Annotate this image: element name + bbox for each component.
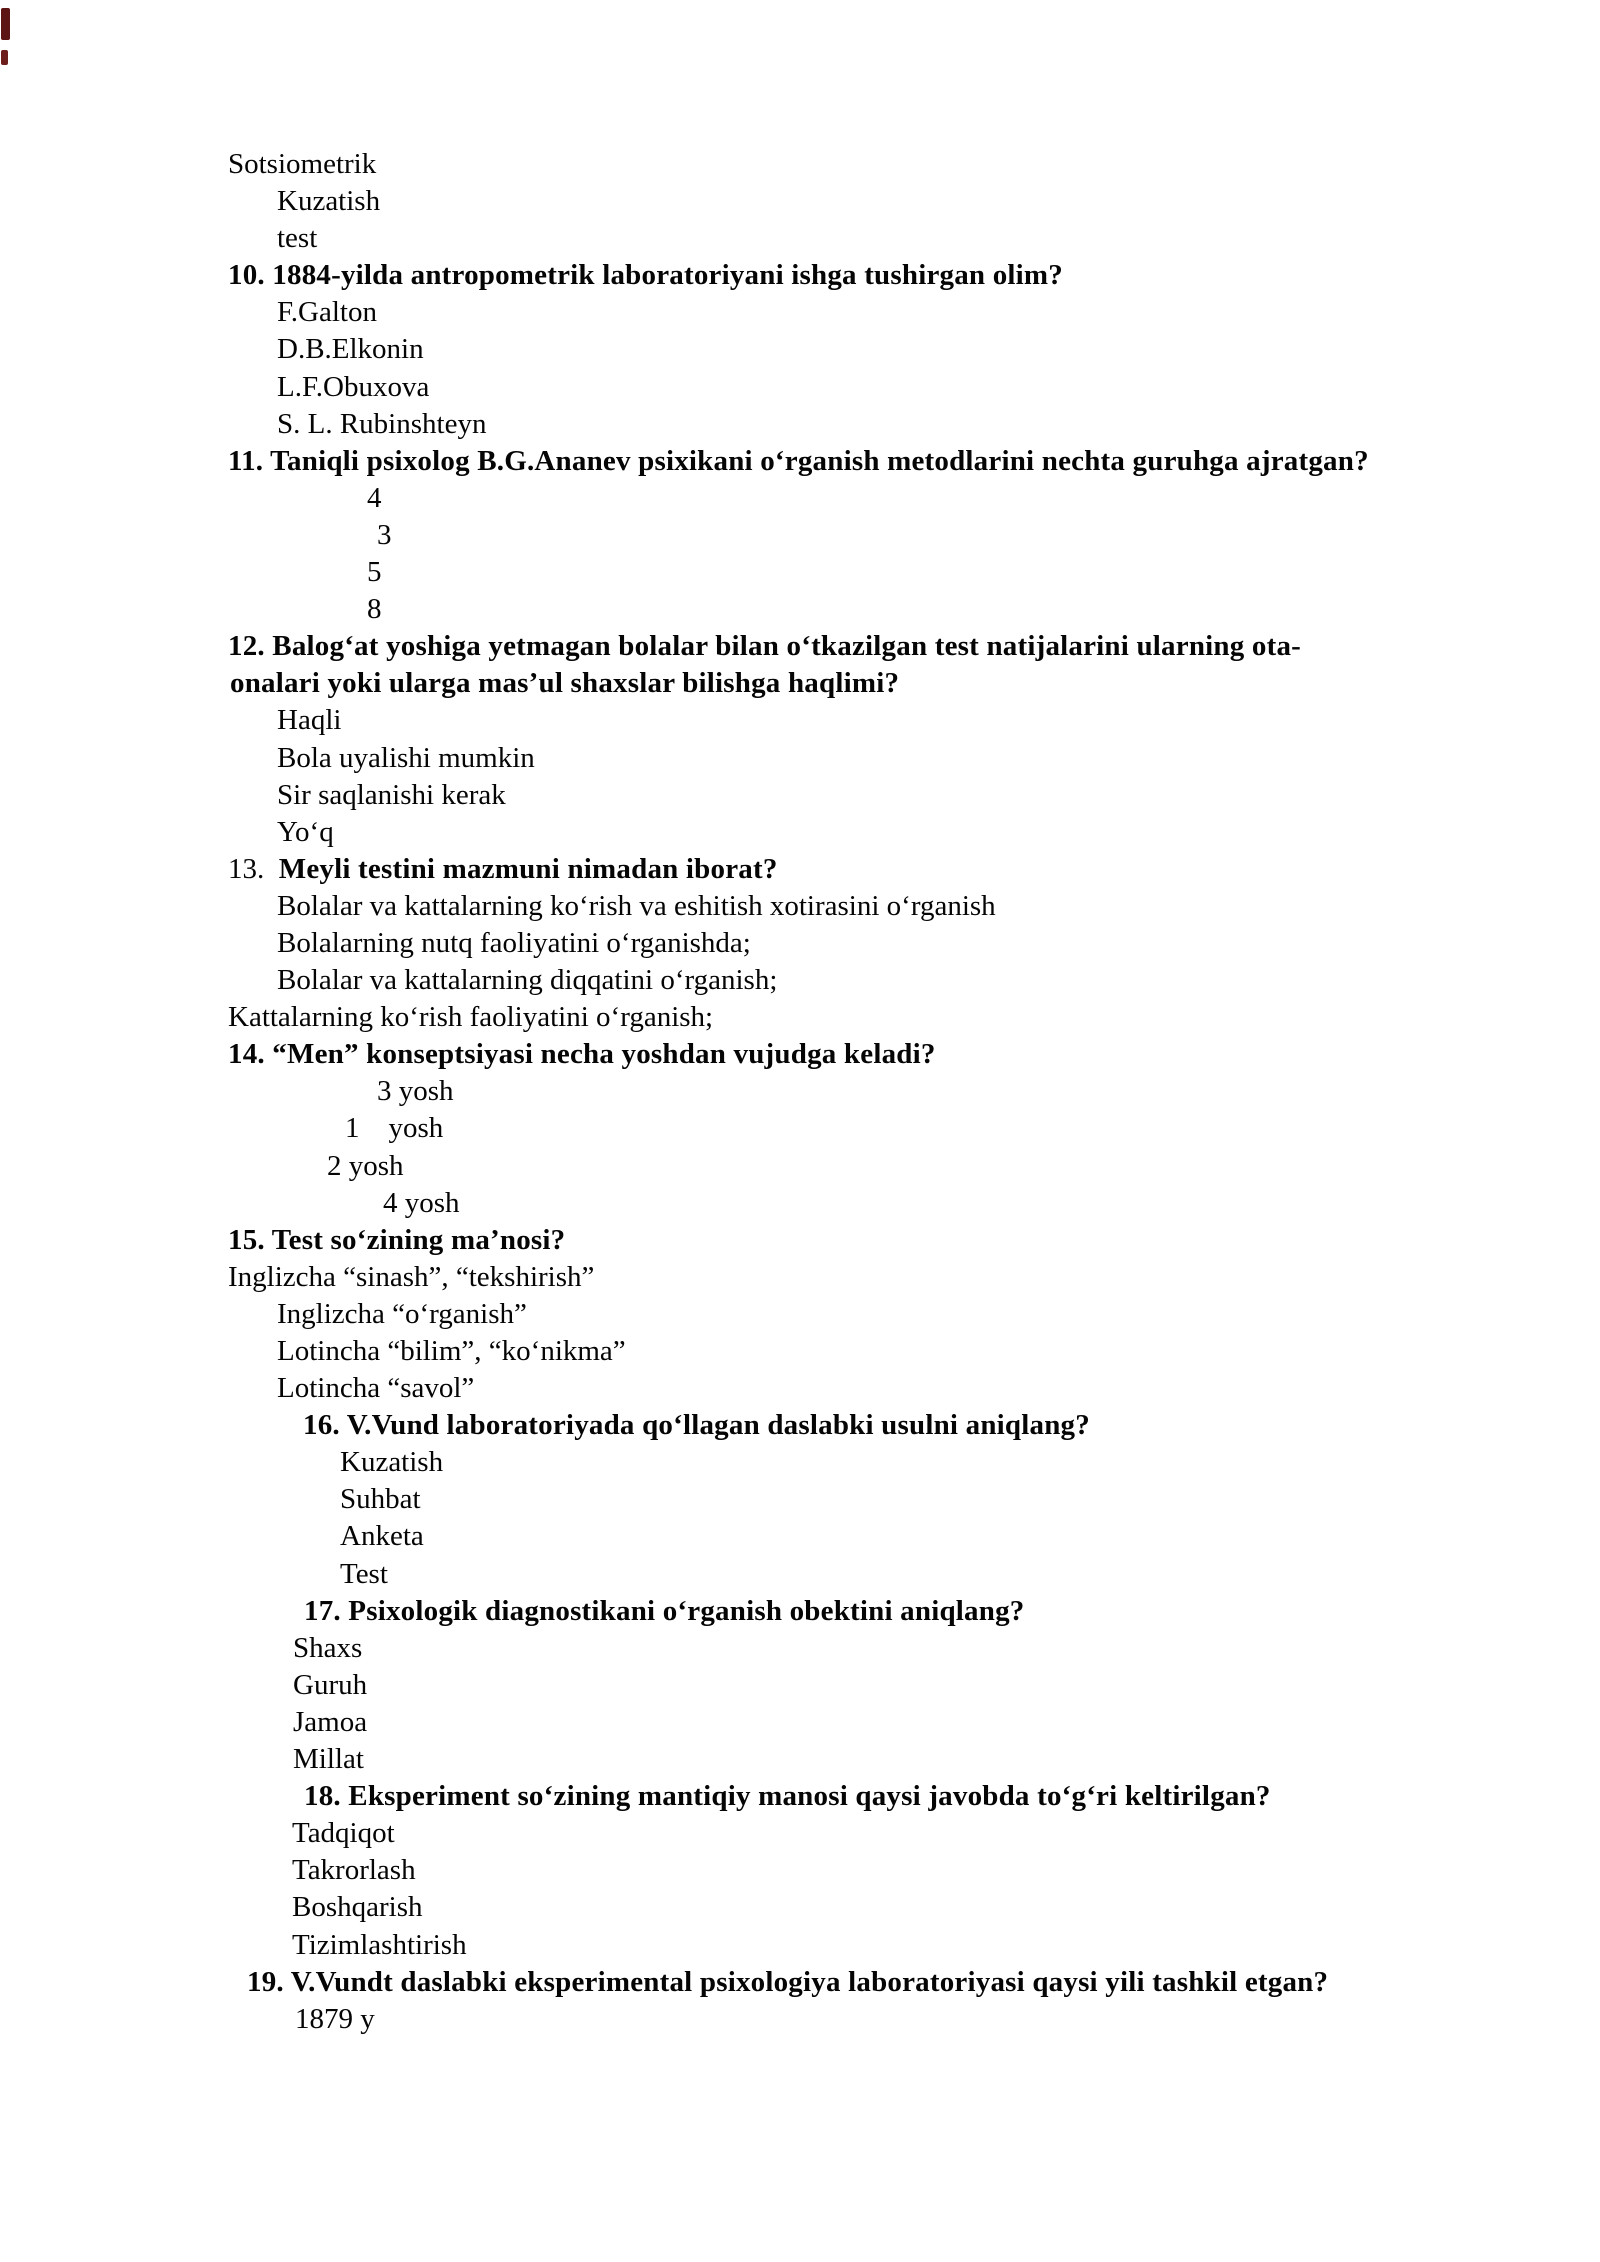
question-text: 14. “Men” konseptsiyasi necha yoshdan vujudga keladi? [228,1038,936,1071]
question-line [230,665,1600,702]
option-text: 2 yosh [327,1149,404,1182]
option-text: Guruh [293,1668,368,1701]
option-text: Sotsiometrik [228,148,377,180]
option-text: 3 [377,518,392,551]
option-text: test [277,222,318,255]
option-text: Tizimlashtirish [292,1928,467,1961]
option-text: L.F.Obuxova [277,370,430,403]
answer-option-line [293,1667,1600,1704]
question-text: 10. 1884-yilda antropometrik laboratoriyani ishga tushirgan olim? [228,259,1063,292]
answer-option-line [293,1704,1600,1741]
option-text: Millat [293,1743,364,1776]
answer-option-line [340,1518,1600,1555]
option-text: 4 [367,481,382,514]
option-text: Haqli [277,704,342,737]
answer-option-line [277,183,1600,220]
answer-option-line [277,814,1600,851]
answer-option-line [277,925,1600,962]
answer-option-line [367,480,1600,517]
answer-option-line [277,406,1600,443]
question-line [228,851,1600,888]
question-text: 15. Test so‘zining ma’nosi? [228,1223,566,1256]
option-text: Suhbat [340,1483,421,1516]
answer-option-line [277,962,1600,999]
answer-option-line [277,702,1600,739]
answer-option-line [228,146,1600,183]
option-text: Lotincha “bilim”, “ko‘nikma” [277,1335,626,1367]
answer-option-line [367,554,1600,591]
option-text: Sir saqlanishi kerak [277,778,506,811]
option-text: Test [340,1557,388,1590]
option-text: Tadqiqot [292,1817,395,1850]
question-line [304,1778,1600,1815]
question-text: 17. Psixologik diagnostikani o‘rganish obektini aniqlang? [304,1594,1025,1627]
option-text: Bola uyalishi mumkin [277,741,535,774]
question-text: 18. Eksperiment so‘zining mantiqiy manosi qaysi javobda to‘g‘ri keltirilgan? [304,1780,1271,1813]
answer-option-line [292,1889,1600,1926]
answer-option-line [292,1815,1600,1852]
answer-option-line [277,369,1600,406]
option-text: Bolalar va kattalarning ko‘rish va eshitish xotirasini o‘rganish [277,889,996,922]
option-text: Inglizcha “o‘rganish” [277,1297,527,1330]
option-text: Shaxs [293,1631,363,1664]
answer-option-line [277,1370,1600,1407]
answer-option-line [277,1333,1600,1370]
option-text: Jamoa [293,1705,368,1738]
question-line [228,257,1600,294]
option-text: Yo‘q [277,815,334,848]
answer-option-line [277,1296,1600,1333]
question-text: 19. V.Vundt daslabki eksperimental psixologiya laboratoriyasi qaysi yili tashkil etgan? [247,1965,1329,1998]
answer-option-line [345,1110,1600,1147]
answer-option-line [340,1444,1600,1481]
answer-option-line [340,1481,1600,1518]
option-text: Kattalarning ko‘rish faoliyatini o‘rganish; [228,1001,714,1034]
question-line [228,1222,1600,1259]
option-text: 3 yosh [377,1075,454,1108]
answer-option-line [292,1852,1600,1889]
answer-option-line [228,999,1600,1036]
question-line [228,443,1600,480]
answer-option-line [295,2001,1600,2038]
answer-option-line [377,1073,1600,1110]
option-text: Kuzatish [340,1446,444,1479]
answer-option-line [277,888,1600,925]
option-text: 13. [228,852,279,885]
option-text: Inglizcha “sinash”, “tekshirish” [228,1260,595,1293]
answer-option-line [277,740,1600,777]
pen-mark-icon [1,50,8,65]
question-text: 16. V.Vund laboratoriyada qo‘llagan daslabki usulni aniqlang? [303,1409,1090,1442]
answer-option-line [293,1741,1600,1778]
question-text: 12. Balog‘at yoshiga yetmagan bolalar bilan o‘tkazilgan test natijalarini ularning ota- [228,630,1301,663]
question-text: Meyli testini mazmuni nimadan iborat? [278,852,778,885]
question-line [304,1593,1600,1630]
answer-option-line [292,1927,1600,1964]
answer-option-line [383,1185,1600,1222]
option-text: 4 yosh [383,1186,460,1219]
quiz-document [0,146,1600,2038]
question-line [303,1407,1600,1444]
option-text: S. L. Rubinshteyn [277,407,487,440]
answer-option-line [277,331,1600,368]
option-text: 1 yosh [345,1112,444,1145]
answer-option-line [293,1630,1600,1667]
question-text: onalari yoki ularga mas’ul shaxslar bilishga haqlimi? [230,667,900,700]
question-line [228,628,1600,665]
question-line [247,1964,1600,2001]
answer-option-line [377,517,1600,554]
option-text: Boshqarish [292,1891,423,1924]
answer-option-line [340,1556,1600,1593]
option-text: Anketa [340,1520,424,1553]
option-text: 1879 y [295,2002,375,2035]
option-text: F.Galton [277,296,377,329]
option-text: Lotincha “savol” [277,1372,475,1405]
pen-mark-icon [1,8,10,40]
option-text: 5 [367,556,382,589]
answer-option-line [277,294,1600,331]
option-text: 8 [367,593,382,626]
option-text: Bolalar va kattalarning diqqatini o‘rganish; [277,964,778,997]
option-text: D.B.Elkonin [277,333,424,366]
answer-option-line [228,1259,1600,1296]
answer-option-line [327,1148,1600,1185]
answer-option-line [277,220,1600,257]
option-text: Kuzatish [277,185,381,218]
answer-option-line [367,591,1600,628]
answer-option-line [277,777,1600,814]
question-text: 11. Taniqli psixolog B.G.Ananev psixikani o‘rganish metodlarini nechta guruhga ajratgan? [228,444,1369,477]
option-text: Bolalarning nutq faoliyatini o‘rganishda; [277,926,751,959]
question-line [228,1036,1600,1073]
option-text: Takrorlash [292,1854,416,1887]
